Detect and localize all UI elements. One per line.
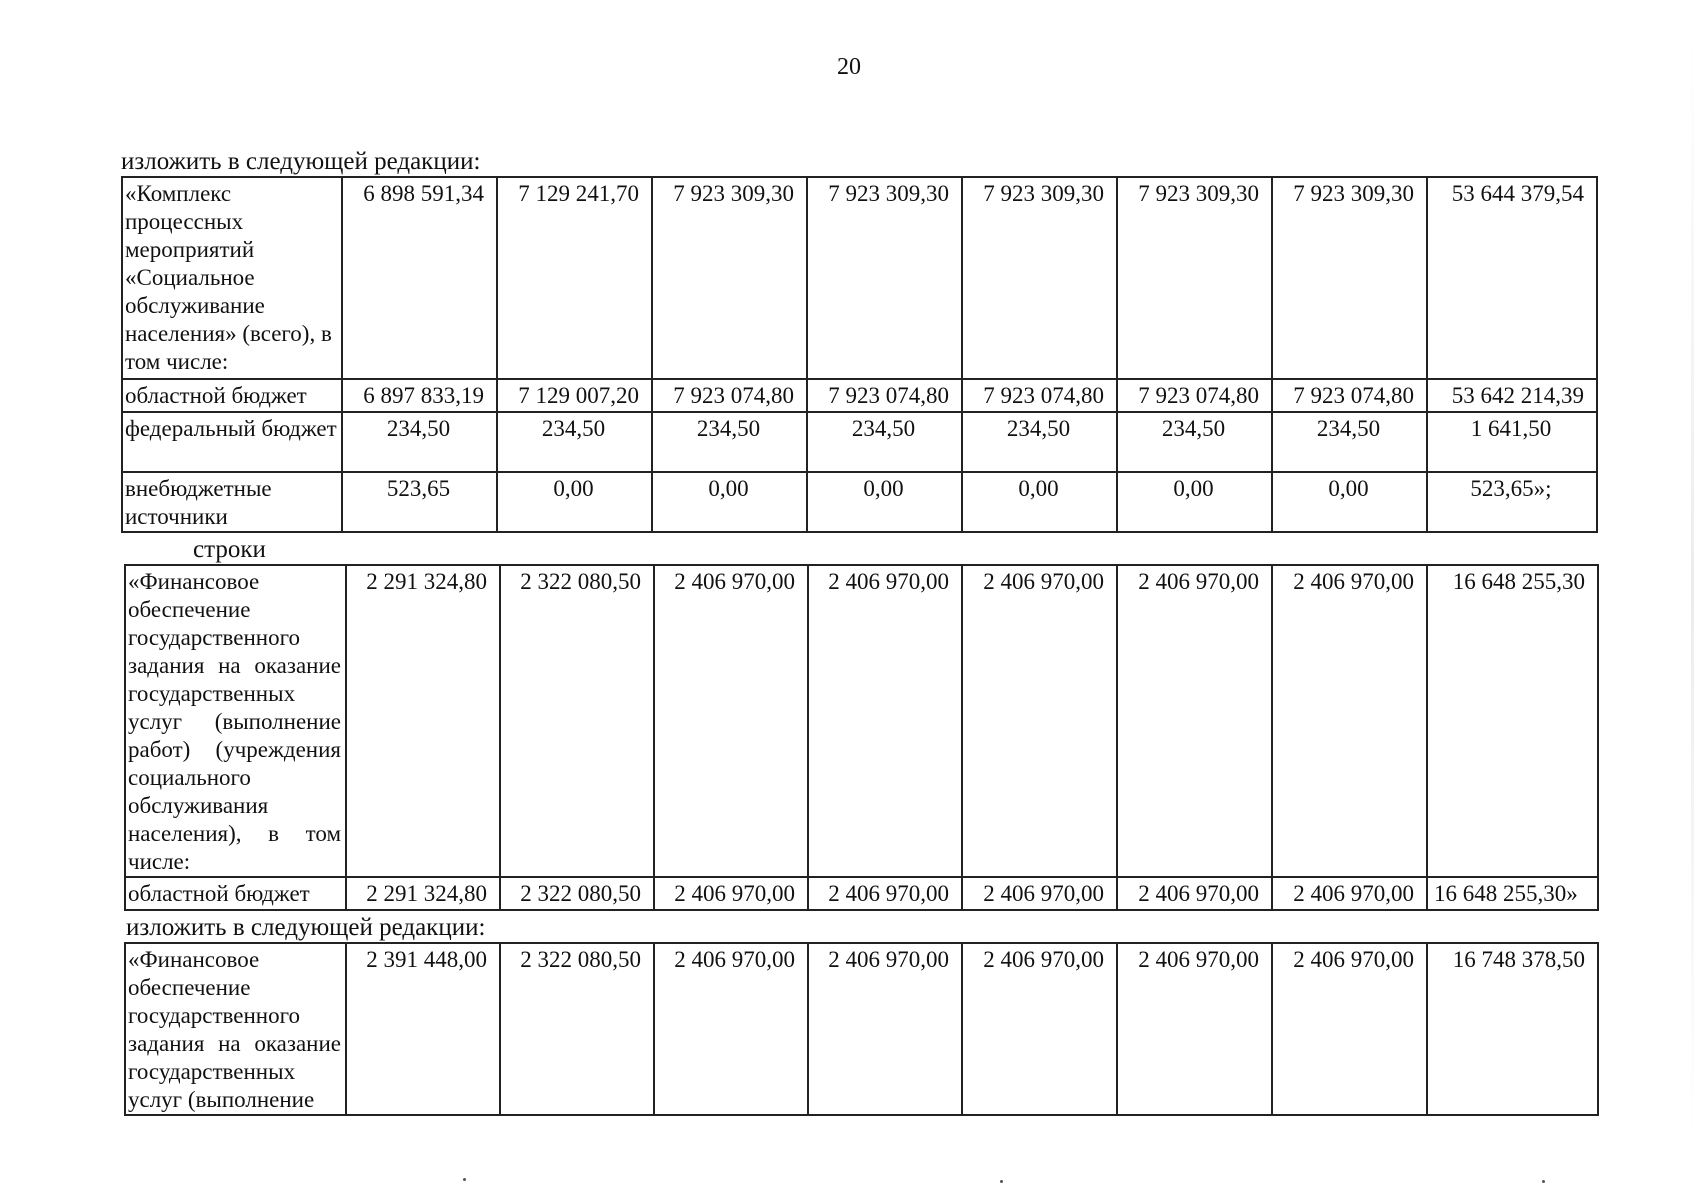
table-cell: 7 923 309,30: [807, 177, 962, 379]
table-cell: 0,00: [497, 472, 652, 532]
row-label: внебюджетные источники: [122, 472, 342, 532]
table-cell: 2 406 970,00: [1117, 943, 1272, 1115]
table-cell: 7 923 074,80: [1117, 379, 1272, 412]
scan-dot: [1542, 1180, 1545, 1183]
table-cell: 7 923 074,80: [1272, 379, 1427, 412]
row-label: федеральный бюджет: [122, 412, 342, 472]
scan-dot: [1000, 1180, 1003, 1183]
table-cell: 2 406 970,00: [962, 877, 1117, 910]
table-cell: 2 406 970,00: [1272, 943, 1427, 1115]
table-cell: 0,00: [1272, 472, 1427, 532]
table-cell: 2 406 970,00: [654, 877, 808, 910]
table-row: [122, 379, 1597, 412]
table-cell: 2 406 970,00: [1272, 565, 1427, 877]
table-cell: 2 406 970,00: [1117, 877, 1272, 910]
table-cell: 2 291 324,80: [346, 877, 500, 910]
table-cell: 2 406 970,00: [654, 943, 808, 1115]
table-row: [125, 565, 1598, 877]
table-cell: 234,50: [962, 412, 1117, 472]
row-label: областной бюджет: [125, 877, 346, 910]
table-cell: 2 291 324,80: [346, 565, 500, 877]
table-cell: 2 406 970,00: [808, 877, 962, 910]
table-cell: 6 898 591,34: [342, 177, 497, 379]
table-cell: 234,50: [652, 412, 807, 472]
table-cell: 2 406 970,00: [962, 565, 1117, 877]
amendment-phrase: изложить в следующей редакции:: [126, 914, 486, 941]
rows-phrase: строки: [193, 536, 266, 563]
budget-table-complex: [121, 176, 1598, 533]
table-cell: 7 923 309,30: [652, 177, 807, 379]
table-cell: 0,00: [1117, 472, 1272, 532]
table-cell: 16 648 255,30»: [1427, 877, 1598, 910]
table-cell: 6 897 833,19: [342, 379, 497, 412]
amendment-phrase: изложить в следующей редакции:: [121, 148, 481, 175]
table-cell: 2 391 448,00: [346, 943, 500, 1115]
row-label: «Финансовое обеспечение государственного задания на оказание государственных услуг (выполнение: [125, 943, 346, 1115]
table-cell: 7 923 309,30: [962, 177, 1117, 379]
table-cell: 0,00: [962, 472, 1117, 532]
page-number: 20: [837, 54, 861, 80]
table-body: [122, 177, 1597, 532]
table-cell: 7 129 241,70: [497, 177, 652, 379]
table-cell: 2 406 970,00: [654, 565, 808, 877]
table-cell: 53 644 379,54: [1427, 177, 1597, 379]
row-label: «Комплекс процессных мероприятий «Социальное обслуживание населения» (всего), в том числе:: [122, 177, 342, 379]
row-label: «Финансовое обеспечение государственного задания на оказание государственных услуг (выполнение работ) (учреждения социального обслуживания населения), в том числе:: [125, 565, 346, 877]
table-cell: 234,50: [1272, 412, 1427, 472]
table-cell: 2 406 970,00: [808, 943, 962, 1115]
budget-table-new: [124, 942, 1599, 1116]
table-cell: 7 923 074,80: [807, 379, 962, 412]
table-cell: 2 406 970,00: [1272, 877, 1427, 910]
table-cell: 16 748 378,50: [1427, 943, 1598, 1115]
table-body: [125, 943, 1598, 1115]
table-cell: 7 923 074,80: [652, 379, 807, 412]
table-cell: 234,50: [807, 412, 962, 472]
table-cell: 7 923 074,80: [962, 379, 1117, 412]
row-label: областной бюджет: [122, 379, 342, 412]
table-row: [122, 177, 1597, 379]
table-cell: 2 406 970,00: [808, 565, 962, 877]
table-row: [125, 943, 1598, 1115]
table-cell: 7 923 309,30: [1272, 177, 1427, 379]
table-cell: 2 322 080,50: [500, 877, 654, 910]
budget-table-current: [124, 564, 1599, 911]
table-cell: 0,00: [807, 472, 962, 532]
table-cell: 1 641,50: [1427, 412, 1597, 472]
scan-dot: [463, 1178, 466, 1181]
scan-edge-mark: [1691, 40, 1694, 1140]
table-cell: 234,50: [1117, 412, 1272, 472]
table-cell: 0,00: [652, 472, 807, 532]
table-cell: 7 923 309,30: [1117, 177, 1272, 379]
table-cell: 523,65»;: [1427, 472, 1597, 532]
table-cell: 53 642 214,39: [1427, 379, 1597, 412]
table-row: [122, 472, 1597, 532]
table-cell: 16 648 255,30: [1427, 565, 1598, 877]
table-cell: 2 322 080,50: [500, 565, 654, 877]
table-cell: 2 322 080,50: [500, 943, 654, 1115]
table-cell: 234,50: [342, 412, 497, 472]
table-row: [125, 877, 1598, 910]
table-cell: 523,65: [342, 472, 497, 532]
table-body: [125, 565, 1598, 910]
table-cell: 2 406 970,00: [962, 943, 1117, 1115]
table-cell: 7 129 007,20: [497, 379, 652, 412]
table-cell: 2 406 970,00: [1117, 565, 1272, 877]
table-row: [122, 412, 1597, 472]
table-cell: 234,50: [497, 412, 652, 472]
